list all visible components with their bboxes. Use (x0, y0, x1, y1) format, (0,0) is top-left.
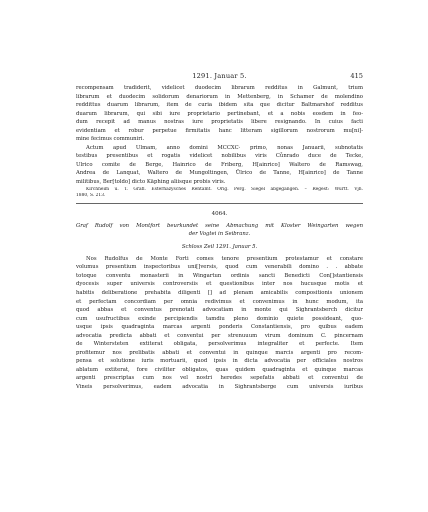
text-line: Nos Rudolfus de Monte Forti comes tenore presentium protestamur et constare (86, 255, 363, 262)
text-line: pensa et solutione iuris mortuarii, quod ipsis in dicta advocatia per officiales nostros (76, 358, 363, 365)
text-line: totoque conventu monasterii in Wingartun ordinis sancti Benedicti Con[]stantiensis (76, 272, 363, 279)
place-date: Schloss Zeil 1291. Januar 5. (181, 243, 258, 250)
text-line: recompensam tradiderit, videlicet duodecim librarum redditus in Galmunt, trium (76, 85, 363, 91)
source-line: Kirchheim u. T. Gräfl. Esterhazysches Rentamt. Orig. Perg. Siegel abgegangen. – Regest: Württ. Vjh. (86, 186, 363, 192)
text-line: Ulrico comite de Berge, Hainrico de Friberg, H[ainrico] Waltero de Ramswag, (76, 161, 363, 168)
header-date: 1291. Januar 5. (192, 72, 247, 80)
text-line: quod abbas et conventus prenotati advocatiam in monte qui Sighrantsberch dicitur (76, 307, 363, 314)
text-line: et perfectam concordiam per omnia redivimus et convenimus in hunc modum, ita (76, 298, 363, 305)
text-line: de Wintersteten extiterat obligata, persolverimus integraliter et perfecte. Item (76, 341, 363, 348)
text-line: usque ipsis quadraginta marcas argenti ponderis Constantiensis, pro quibus eadem (76, 324, 363, 331)
text-line: mine fecimus communiri. (76, 136, 145, 143)
text-line: militibus, Ber[toldo] dicto Käphing aliisque probis viris. (76, 179, 226, 186)
source-line: 1880, S. 213. (76, 193, 106, 199)
summary-line: Graf Rudolf von Montfort beurkundet seine Abmachung mit Kloster Weingarten wegen (76, 223, 363, 230)
page-header (76, 71, 363, 81)
document-summary (76, 222, 363, 238)
text-line: ablatum extiterat, fore civiliter obligatos, quas quidem quadraginta et quinque marcas (76, 366, 363, 373)
text-line: evidentiam et robur perpetue firmitatis hanc litteram sigillorum nostrorum mu[ni]- (76, 127, 363, 134)
text-line: Actum apud Ulmam, anno domini MCCXC· primo, nonas Januarii, subnotatis (86, 144, 363, 151)
text-line: habitis deliberatione prehabita diligenti [] ad plenam amicabilis compositionis unionem (76, 289, 363, 296)
main-column (76, 84, 363, 392)
source-note (76, 187, 363, 201)
text-line: argenti prescriptas cum nos vel nostri heredes sepefatis abbati et conventui de (76, 375, 363, 382)
text-line: cum usufructibus exinde percipiendis tamdiu pleno dominio quiete possideant, quo- (76, 315, 363, 322)
text-line: reddittus duarum librarum, item de curia ibidem sita que dicitur Baltmarshof redditus (76, 102, 363, 109)
document-body (76, 255, 363, 392)
text-line: duarum librarum, qui sibi iure proprietario pertinebant, et a nobis eosdem in feo- (76, 110, 363, 117)
summary-line: der Vogtei in Seibranz. (188, 231, 251, 238)
actum-paragraph (76, 144, 363, 187)
text-line: advocatia predicta abbati et conventui per strenuuum virum dominum C. pincernam (76, 332, 363, 339)
text-line: librarum et duodecim solidorum denariorum in Mettenberg, in Schamer de molendino (76, 93, 363, 100)
text-line: dum recepit ad manus nostras iure proprietatis libere resignando. In cuius facti (76, 119, 363, 126)
text-line: Vineis persolverimus, eadem advocatia in Sighrantsberge cum universis iuribus (76, 383, 363, 390)
text-line: profitemur nos prelibatis abbati et conventui in quinque marcis argenti pro recom- (76, 349, 363, 356)
text-line: volumus presentium inspectoribus uni[]versis, quod cum venerabili domino . . abbate (76, 264, 363, 271)
text-line: Andrea de Lanquat, Waltero de Mungoltingen, Ůlrico de Tanne, H[ainrico] de Tanne (76, 170, 363, 177)
page-number: 415 (350, 72, 363, 80)
previous-document-text (76, 84, 363, 144)
document-number: 4064. (211, 211, 228, 218)
text-line: testibus presentibus et rogatis videlicet nobilibus viris Cůnrado duce de Tecke, (76, 153, 363, 160)
text-line: dyocesis super universis controversiis et questionibus inter nos hucusque motis et (76, 281, 363, 288)
